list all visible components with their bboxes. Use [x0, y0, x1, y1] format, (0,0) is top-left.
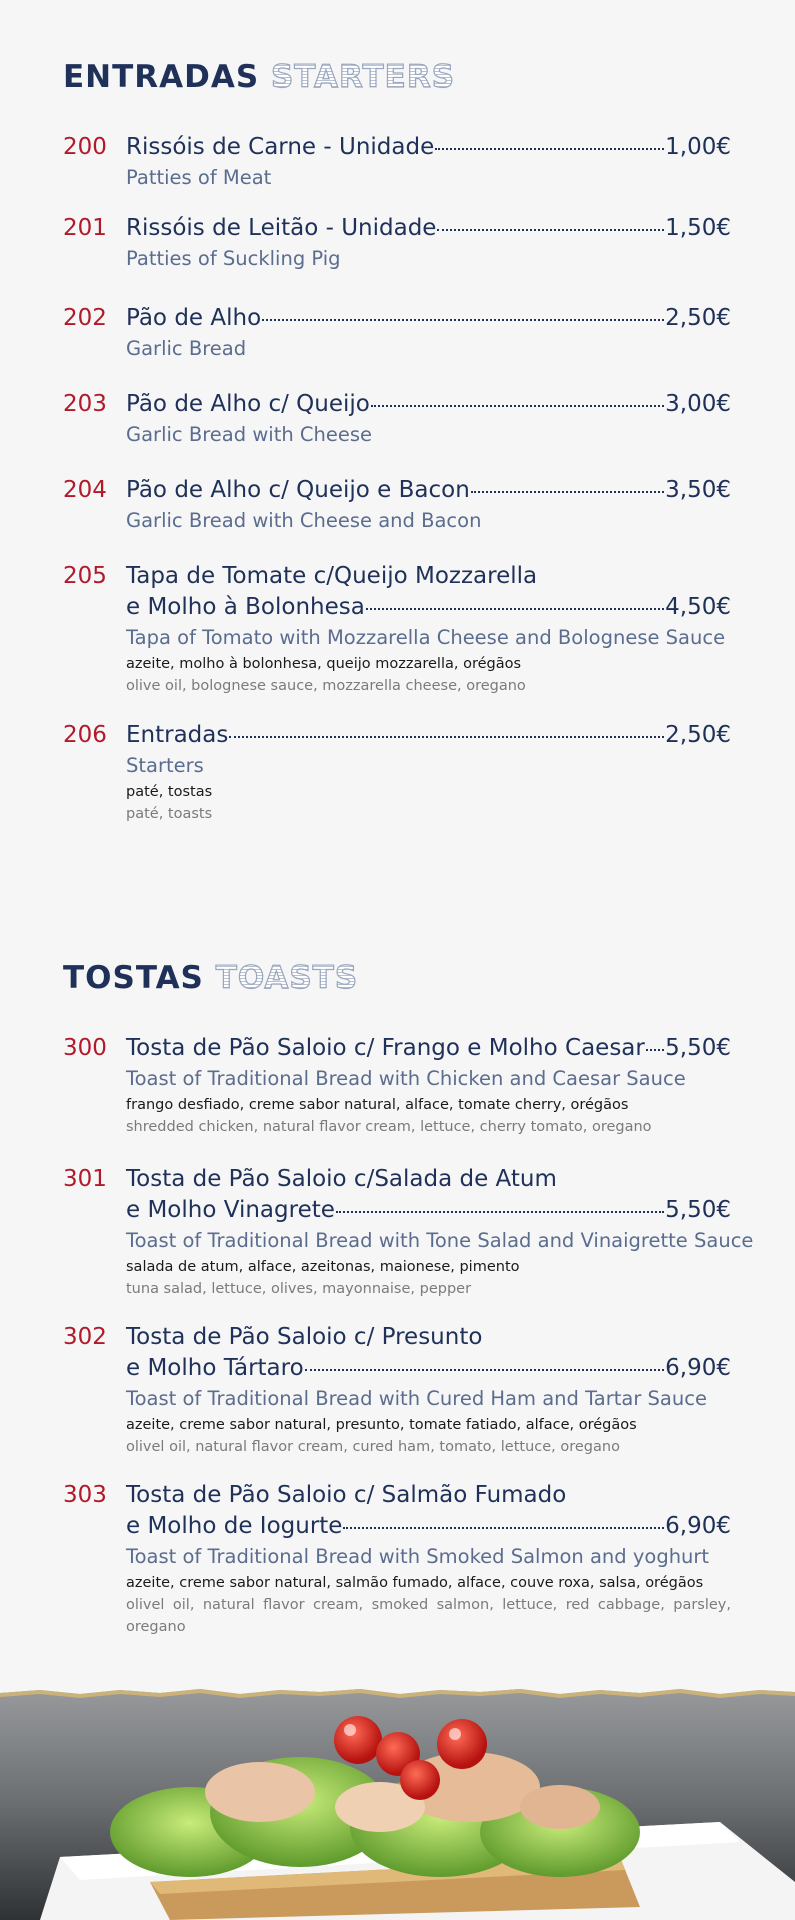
- item-name-en: Toast of Traditional Bread with Smoked Salmon and yoghurt: [126, 1545, 710, 1568]
- dot-leader: [305, 1369, 664, 1371]
- starters-heading: [63, 59, 455, 95]
- item-number: 200: [63, 134, 107, 160]
- item-name-line: [126, 720, 731, 751]
- item-name-line2: e Molho de Iogurte: [126, 1513, 343, 1539]
- item-price: 6,90€: [665, 1355, 731, 1381]
- item-price: 2,50€: [665, 305, 731, 331]
- item-ingredients-en: paté, toasts: [126, 806, 213, 822]
- item-number: 300: [63, 1035, 107, 1061]
- dot-leader: [366, 608, 664, 610]
- item-name-line: [126, 132, 731, 163]
- item-ingredients-pt: salada de atum, alface, azeitonas, maionese, pimento: [126, 1259, 520, 1275]
- item-name-line2: e Molho Tártaro: [126, 1355, 304, 1381]
- item-number: 205: [63, 563, 107, 589]
- item-name-line: [126, 389, 731, 420]
- dot-leader: [262, 319, 664, 321]
- starters-title-pt: ENTRADAS: [63, 59, 260, 95]
- item-price: 3,00€: [665, 391, 731, 417]
- item-name: Pão de Alho c/ Queijo e Bacon: [126, 477, 470, 503]
- item-name: Pão de Alho c/ Queijo: [126, 391, 370, 417]
- item-ingredients-en: tuna salad, lettuce, olives, mayonnaise, pepper: [126, 1281, 472, 1297]
- item-number: 302: [63, 1324, 107, 1350]
- item-ingredients-pt: frango desfiado, creme sabor natural, alface, tomate cherry, orégãos: [126, 1097, 629, 1113]
- item-name-line: [126, 475, 731, 506]
- item-name-line: [126, 1033, 731, 1064]
- item-name-line1: Tapa de Tomate c/Queijo Mozzarella: [126, 563, 538, 589]
- item-name-line1: Tosta de Pão Saloio c/Salada de Atum: [126, 1166, 557, 1192]
- item-name-line: [126, 213, 731, 244]
- item-name-en: Toast of Traditional Bread with Cured Ham and Tartar Sauce: [126, 1387, 707, 1410]
- toast-salad-illustration: [0, 1682, 795, 1920]
- item-name-en: Tapa of Tomato with Mozzarella Cheese and Bolognese Sauce: [126, 626, 726, 649]
- item-number: 201: [63, 215, 107, 241]
- item-name: Rissóis de Leitão - Unidade: [126, 215, 437, 241]
- item-number: 202: [63, 305, 107, 331]
- item-ingredients-en: olivel oil, natural flavor cream, cured ham, tomato, lettuce, oregano: [126, 1439, 620, 1455]
- item-name-en: Garlic Bread with Cheese and Bacon: [126, 509, 482, 532]
- item-price: 5,50€: [665, 1197, 731, 1223]
- item-ingredients-pt: azeite, creme sabor natural, presunto, tomate fatiado, alface, orégãos: [126, 1417, 637, 1433]
- dot-leader: [646, 1049, 664, 1051]
- item-name-line: [126, 1195, 731, 1226]
- starters-title-en: STARTERS: [270, 59, 456, 95]
- food-photo: [0, 1682, 795, 1920]
- toasts-heading: [63, 960, 358, 996]
- item-name-line1: Tosta de Pão Saloio c/ Presunto: [126, 1324, 483, 1350]
- item-name: Rissóis de Carne - Unidade: [126, 134, 435, 160]
- dot-leader: [435, 148, 664, 150]
- item-ingredients-en: shredded chicken, natural flavor cream, lettuce, cherry tomato, oregano: [126, 1119, 652, 1135]
- item-ingredients-pt: paté, tostas: [126, 784, 213, 800]
- toasts-title-pt: TOSTAS: [63, 960, 204, 996]
- item-name-line1: Tosta de Pão Saloio c/ Salmão Fumado: [126, 1482, 567, 1508]
- item-ingredients-pt: azeite, molho à bolonhesa, queijo mozzarella, orégãos: [126, 656, 522, 672]
- item-name-line2: e Molho à Bolonhesa: [126, 594, 365, 620]
- item-price: 1,00€: [665, 134, 731, 160]
- item-name-line: [126, 303, 731, 334]
- item-number: 203: [63, 391, 107, 417]
- item-number: 204: [63, 477, 107, 503]
- item-number: 303: [63, 1482, 107, 1508]
- item-ingredients-pt: azeite, creme sabor natural, salmão fumado, alface, couve roxa, salsa, orégãos: [126, 1575, 704, 1591]
- item-name: Pão de Alho: [126, 305, 262, 331]
- item-number: 301: [63, 1166, 107, 1192]
- item-price: 1,50€: [665, 215, 731, 241]
- item-price: 4,50€: [665, 594, 731, 620]
- item-name-en: Patties of Meat: [126, 166, 272, 189]
- item-name: Tosta de Pão Saloio c/ Frango e Molho Caesar: [126, 1035, 645, 1061]
- dot-leader: [471, 491, 664, 493]
- dot-leader: [371, 405, 664, 407]
- item-ingredients-en: olive oil, bolognese sauce, mozzarella cheese, oregano: [126, 678, 526, 694]
- item-name-line: [126, 592, 731, 623]
- item-name: Entradas: [126, 722, 229, 748]
- item-number: 206: [63, 722, 107, 748]
- item-price: 5,50€: [665, 1035, 731, 1061]
- item-name-en: Toast of Traditional Bread with Chicken and Caesar Sauce: [126, 1067, 686, 1090]
- item-price: 3,50€: [665, 477, 731, 503]
- item-ingredients-en: olivel oil, natural flavor cream, smoked salmon, lettuce, red cabbage, parsley, oregano: [126, 1597, 731, 1635]
- item-price: 2,50€: [665, 722, 731, 748]
- item-name-en: Garlic Bread with Cheese: [126, 423, 373, 446]
- item-name-en: Starters: [126, 754, 204, 777]
- dot-leader: [437, 229, 664, 231]
- item-name-line2: e Molho Vinagrete: [126, 1197, 335, 1223]
- item-name-line: [126, 1511, 731, 1542]
- item-name-en: Garlic Bread: [126, 337, 247, 360]
- item-name-line: [126, 1353, 731, 1384]
- item-name-en: Toast of Traditional Bread with Tone Salad and Vinaigrette Sauce: [126, 1229, 754, 1252]
- item-price: 6,90€: [665, 1513, 731, 1539]
- dot-leader: [229, 736, 664, 738]
- toasts-title-en: TOASTS: [215, 960, 359, 996]
- dot-leader: [336, 1211, 664, 1213]
- dot-leader: [343, 1527, 664, 1529]
- item-name-en: Patties of Suckling Pig: [126, 247, 341, 270]
